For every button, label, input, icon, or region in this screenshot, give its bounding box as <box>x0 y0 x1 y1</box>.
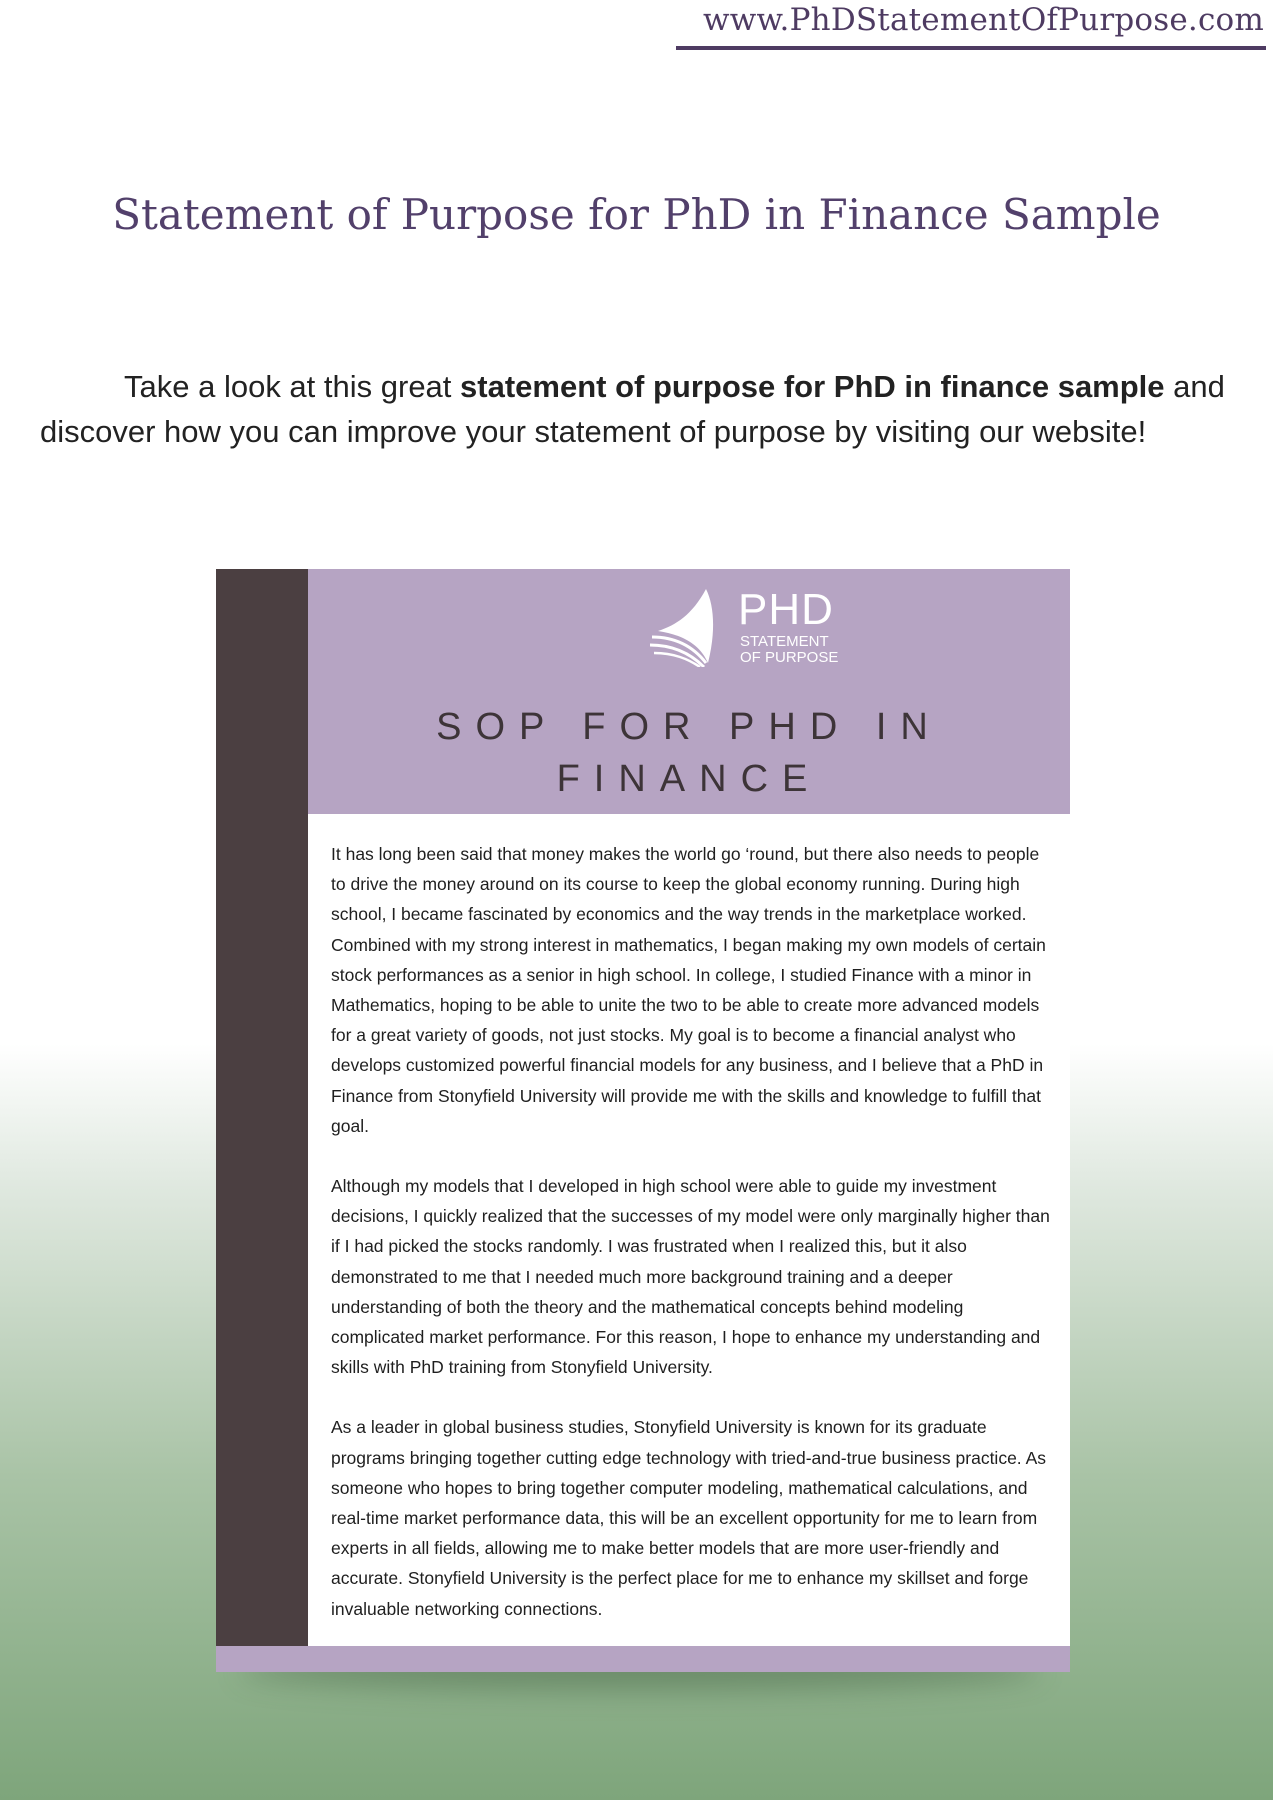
site-url-link[interactable]: www.PhDStatementOfPurpose.com <box>703 2 1264 38</box>
intro-tail: and discover how you can improve your statement of purpose by visiting our website! <box>40 369 1225 449</box>
sample-sidebar <box>216 569 308 1672</box>
sample-body <box>331 839 1056 1654</box>
logo-statement-text: STATEMENT <box>740 633 829 650</box>
sample-paragraph: Although my models that I developed in high school were able to guide my investment decisions, I quickly realized that the successes of my model were only marginally higher than if I had picked the stocks randomly. I was frustrated when I realized this, but it also demonstrated to me that I needed much more background training and a deeper understanding of both the theory and the mathematical concepts behind modeling complicated market performance. For this reason, I hope to enhance my understanding and skills with PhD training from Stonyfield University. <box>331 1176 1050 1378</box>
sample-footer-band <box>216 1646 1070 1672</box>
sample-heading-line1: SOP FOR PHD IN <box>436 706 942 748</box>
intro-lead: Take a look at this great <box>124 369 461 404</box>
phd-logo <box>648 585 848 667</box>
page-title: Statement of Purpose for PhD in Finance Sample <box>112 190 1161 239</box>
logo-of-purpose-text: OF PURPOSE <box>740 649 839 666</box>
sample-paragraph: As a leader in global business studies, Stonyfield University is known for its graduate programs bringing together cutting edge technology with tried-and-true business practice. As someone who hopes to bring together computer modeling, mathematical calculations, and real-time market performance data, this will be an excellent opportunity for me to learn from experts in all fields, allowing me to make better models that are more user-friendly and accurate. Stonyfield University is the perfect place for me to enhance my skillset and forge invaluable networking connections. <box>331 1417 1046 1619</box>
logo-phd-text: PHD <box>738 585 834 634</box>
sample-header-band <box>308 569 1070 814</box>
sample-heading-line2: FINANCE <box>556 758 822 800</box>
intro-paragraph <box>40 364 1240 454</box>
sample-paragraph: It has long been said that money makes the world go ‘round, but there also needs to people to drive the money around on its course to keep the global economy running. During high school, I became fascinated by economics and the way trends in the marketplace worked. Combined with my strong interest in mathematics, I began making my own models of certain stock performances as a senior in high school. In college, I studied Finance with a minor in Mathematics, hoping to be able to unite the two to be able to create more advanced models for a great variety of goods, not just stocks. My goal is to become a financial analyst who develops customized powerful financial models for any business, and I believe that a PhD in Finance from Stonyfield University will provide me with the skills and knowledge to fulfill that goal. <box>331 844 1046 1136</box>
sample-heading <box>308 701 1070 805</box>
site-url-underline <box>676 46 1266 50</box>
sample-document-image <box>216 569 1070 1672</box>
book-icon <box>648 585 734 667</box>
intro-bold-phrase: statement of purpose for PhD in finance sample <box>460 369 1165 404</box>
